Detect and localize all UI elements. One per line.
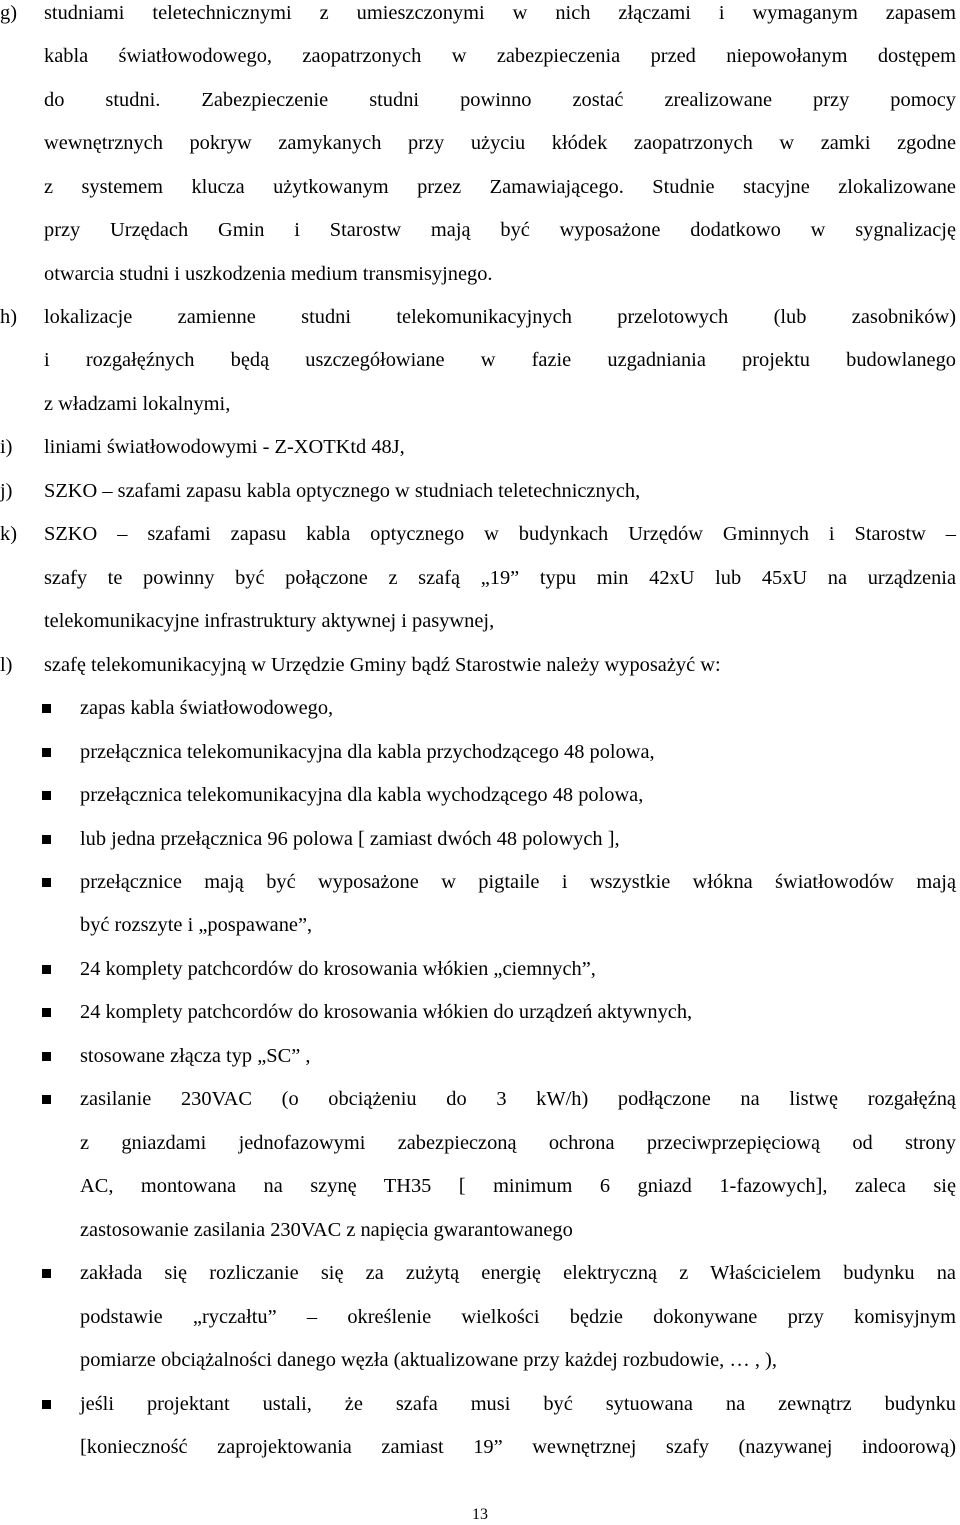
bullet-square-icon (42, 878, 51, 887)
bullet-5-line-1: przełącznice mają być wyposażone w pigtaile i wszystkie włókna światłowodów mają (80, 871, 956, 893)
item-i-line-1: liniami światłowodowymi - Z-XOTKtd 48J, (44, 436, 405, 458)
item-marker-g: g) (0, 2, 17, 24)
item-g-line-7: otwarcia studni i uszkodzenia medium transmisyjnego. (44, 263, 493, 285)
item-marker-h: h) (0, 306, 17, 328)
bullet-8-line-1: stosowane złącza typ „SC” , (80, 1045, 311, 1067)
bullet-5-line-2: być rozszyte i „pospawane”, (80, 914, 313, 936)
bullet-square-icon (42, 1400, 51, 1409)
item-h-line-1: lokalizacje zamienne studni telekomunikacyjnych przelotowych (lub zasobników) (44, 306, 956, 328)
item-g-line-5: z systemem klucza użytkowanym przez Zamawiającego. Studnie stacyjne zlokalizowane (44, 176, 956, 198)
item-g-line-6: przy Urzędach Gmin i Starostw mają być wyposażone dodatkowo w sygnalizację (44, 219, 956, 241)
bullet-square-icon (42, 1095, 51, 1104)
bullet-square-icon (42, 1052, 51, 1061)
bullet-4-line-1: lub jedna przełącznica 96 polowa [ zamiast dwóch 48 polowych ], (80, 828, 620, 850)
bullet-11-line-2: [konieczność zaprojektowania zamiast 19” wewnętrznej szafy (nazywanej indoorową) (80, 1436, 956, 1458)
bullet-square-icon (42, 835, 51, 844)
page-number: 13 (472, 1506, 488, 1523)
item-k-line-2: szafy te powinny być połączone z szafą „19” typu min 42xU lub 45xU na urządzenia (44, 567, 956, 589)
item-h-line-3: z władzami lokalnymi, (44, 393, 231, 415)
item-j-line-1: SZKO – szafami zapasu kabla optycznego w studniach teletechnicznych, (44, 480, 641, 502)
item-g-line-1: studniami teletechnicznymi z umieszczonymi w nich złączami i wymaganym zapasem (44, 2, 956, 24)
bullet-7-line-1: 24 komplety patchcordów do krosowania włókien do urządzeń aktywnych, (80, 1001, 693, 1023)
bullet-9-line-3: AC, montowana na szynę TH35 [ minimum 6 gniazd 1-fazowych], zaleca się (80, 1175, 956, 1197)
bullet-square-icon (42, 704, 51, 713)
item-marker-i: i) (0, 436, 13, 458)
item-k-line-1: SZKO – szafami zapasu kabla optycznego w budynkach Urzędów Gminnych i Starostw – (44, 523, 956, 545)
bullet-square-icon (42, 791, 51, 800)
bullet-9-line-4: zastosowanie zasilania 230VAC z napięcia gwarantowanego (80, 1219, 573, 1241)
bullet-square-icon (42, 1008, 51, 1017)
bullet-11-line-1: jeśli projektant ustali, że szafa musi być sytuowana na zewnątrz budynku (80, 1393, 956, 1415)
bullet-10-line-2: podstawie „ryczałtu” – określenie wielkości będzie dokonywane przy komisyjnym (80, 1306, 956, 1328)
item-g-line-2: kabla światłowodowego, zaopatrzonych w zabezpieczenia przed niepowołanym dostępem (44, 45, 956, 67)
item-marker-j: j) (0, 480, 13, 502)
item-g-line-4: wewnętrznych pokryw zamykanych przy użyciu kłódek zaopatrzonych w zamki zgodne (44, 132, 956, 154)
bullet-square-icon (42, 1269, 51, 1278)
bullet-3-line-1: przełącznica telekomunikacyjna dla kabla wychodzącego 48 polowa, (80, 784, 644, 806)
bullet-9-line-1: zasilanie 230VAC (o obciążeniu do 3 kW/h) podłączone na listwę rozgałęźną (80, 1088, 956, 1110)
bullet-1-line-1: zapas kabla światłowodowego, (80, 697, 334, 719)
bullet-square-icon (42, 748, 51, 757)
item-k-line-3: telekomunikacyjne infrastruktury aktywnej i pasywnej, (44, 610, 495, 632)
bullet-10-line-3: pomiarze obciążalności danego węzła (aktualizowane przy każdej rozbudowie, … , ), (80, 1349, 777, 1371)
item-l-line-1: szafę telekomunikacyjną w Urzędzie Gminy bądź Starostwie należy wyposażyć w: (44, 654, 721, 676)
item-g-line-3: do studni. Zabezpieczenie studni powinno zostać zrealizowane przy pomocy (44, 89, 956, 111)
item-h-line-2: i rozgałęźnych będą uszczegółowiane w fazie uzgadniania projektu budowlanego (44, 349, 956, 371)
bullet-6-line-1: 24 komplety patchcordów do krosowania włókien „ciemnych”, (80, 958, 596, 980)
bullet-9-line-2: z gniazdami jednofazowymi zabezpieczoną ochrona przeciwprzepięciową od strony (80, 1132, 956, 1154)
item-marker-l: l) (0, 654, 13, 676)
bullet-square-icon (42, 965, 51, 974)
bullet-10-line-1: zakłada się rozliczanie się za zużytą energię elektryczną z Właścicielem budynku na (80, 1262, 956, 1284)
bullet-2-line-1: przełącznica telekomunikacyjna dla kabla przychodzącego 48 polowa, (80, 741, 655, 763)
item-marker-k: k) (0, 523, 17, 545)
